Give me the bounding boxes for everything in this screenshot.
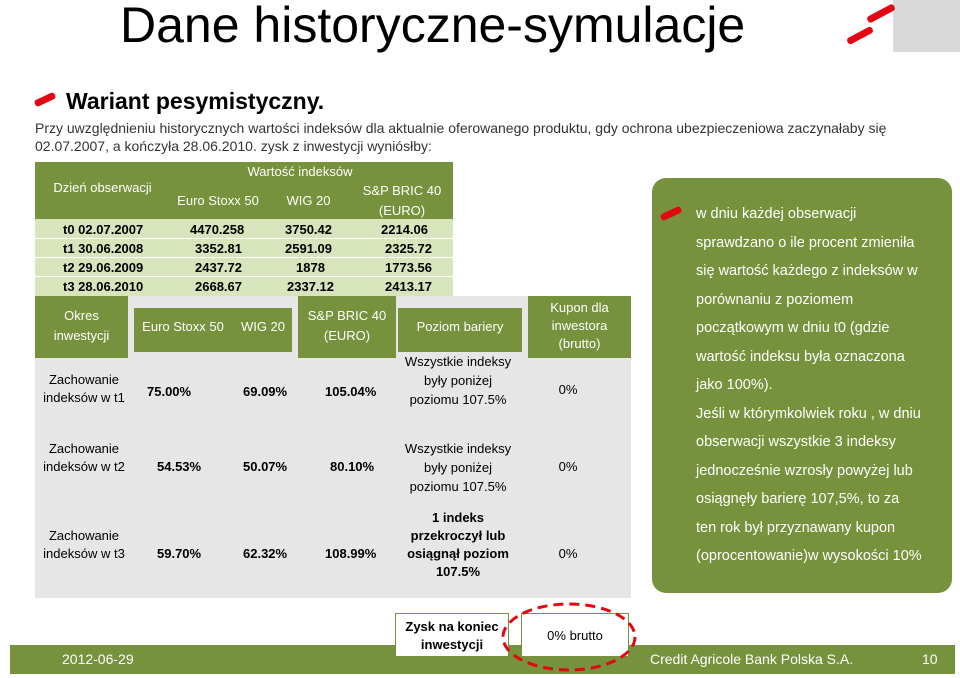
cell-value: 54.53% — [157, 459, 202, 474]
result-label-box — [395, 613, 509, 657]
section-heading: Wariant pesymistyczny. — [66, 88, 325, 114]
barrier-text: były poniżej — [424, 460, 492, 475]
footer-date: 2012-06-29 — [62, 651, 134, 667]
barrier-text: 1 indeks — [431, 510, 485, 525]
col-bric-sub: (EURO) — [378, 203, 426, 218]
h-bric: S&P BRIC 40 — [307, 308, 387, 323]
cell-value: 62.32% — [243, 546, 288, 561]
explanation-line: Jeśli w którymkolwiek roku , w dniu — [696, 405, 921, 422]
row-divider — [35, 257, 453, 258]
highlight-ellipse — [498, 600, 640, 674]
h-coupon-sub: (brutto) — [558, 336, 601, 351]
row-label: t0 02.07.2007 — [63, 222, 144, 237]
cell-value: 2214.06 — [381, 222, 428, 237]
col-wig20: WIG 20 — [286, 193, 331, 208]
intro-text: Przy uwzględnieniu historycznych wartości indeksów dla aktualnie oferowanego produktu, gdy ochrona ubezpieczeniowa zaczynałaby się 02.07.2007, a kończyła 28.06.2010. zysk z inwestycji wyniósłby: — [35, 120, 887, 154]
cell-value: 2413.17 — [385, 279, 432, 294]
page-title: Dane historyczne-symulacje — [120, 0, 746, 53]
barrier-text: 107.5% — [435, 564, 481, 579]
cell-value: 3750.42 — [285, 222, 332, 237]
explanation-line: wartość indeksu była oznaczona — [696, 348, 905, 365]
result-label: inwestycji — [420, 637, 484, 652]
row-label: t2 29.06.2009 — [63, 260, 144, 275]
barrier-text: poziomu 107.5% — [409, 392, 507, 407]
h-wig20: WIG 20 — [240, 319, 286, 334]
bullet-tick-icon — [34, 92, 57, 108]
coupon-value: 0% — [558, 546, 578, 561]
explanation-line: obserwacji wszystkie 3 indeksy — [696, 434, 896, 450]
footer-company: Credit Agricole Bank Polska S.A. — [650, 651, 854, 667]
col-bric: S&P BRIC 40 — [362, 183, 442, 198]
brand-tick-icon — [846, 26, 874, 45]
explanation-line: osiągnęły barierę 107,5%, to za — [696, 491, 900, 507]
barrier-text: Wszystkie indeksy — [404, 441, 512, 456]
simulation-table — [35, 296, 631, 598]
col-date: Dzień obserwacji — [53, 180, 152, 195]
barrier-text: przekroczył lub — [410, 528, 506, 543]
cell-value: 2437.72 — [195, 260, 242, 275]
cell-value: 2325.72 — [385, 241, 432, 256]
cell-value: 2591.09 — [285, 241, 332, 256]
row-divider — [35, 238, 453, 239]
h-coupon: Kupon dla — [550, 300, 609, 315]
row-label: t1 30.06.2008 — [63, 241, 144, 256]
explanation-line: się wartość każdego z indeksów w — [696, 263, 918, 279]
cell-value: 2668.67 — [195, 279, 242, 294]
barrier-text: były poniżej — [424, 373, 492, 388]
cell-value: 2337.12 — [287, 279, 334, 294]
cell-value: 50.07% — [243, 459, 288, 474]
cell-value: 1773.56 — [385, 260, 432, 275]
explanation-line: jednocześnie wzrosły powyżej lub — [696, 462, 913, 479]
result-label: Zysk na koniec — [405, 619, 499, 634]
footer-page-number: 10 — [922, 651, 938, 667]
brand-tick-icon — [866, 3, 896, 23]
explanation-text — [696, 200, 946, 571]
cell-value: 69.09% — [243, 384, 288, 399]
explanation-line: jako 100%). — [696, 377, 773, 393]
barrier-text: Wszystkie indeksy — [404, 354, 512, 369]
cell-value: 4470.258 — [190, 222, 245, 237]
cell-value: 59.70% — [157, 546, 202, 561]
coupon-value: 0% — [558, 459, 578, 474]
explanation-line: porównaniu z poziomem — [696, 291, 854, 308]
h-period: Okres — [64, 308, 99, 323]
h-eurostoxx: Euro Stoxx 50 — [142, 319, 224, 334]
cell-value: 108.99% — [325, 546, 377, 561]
cell-value: 1878 — [296, 260, 325, 275]
group-header: Wartość indeksów — [247, 164, 353, 179]
h-period-sub: inwestycji — [53, 328, 110, 343]
cell-value: 3352.81 — [195, 241, 242, 256]
row-divider — [35, 276, 453, 277]
row-label: indeksów w t1 — [43, 390, 125, 405]
index-values-table — [35, 162, 453, 296]
h-bric-sub: (EURO) — [323, 328, 371, 343]
explanation-line: (oprocentowanie)w wysokości 10% — [696, 548, 922, 564]
row-label: Zachowanie — [48, 528, 120, 543]
h-coupon-sub: inwestora — [551, 318, 608, 333]
result-value: 0% brutto — [547, 628, 603, 643]
col-eurostoxx: Euro Stoxx 50 — [177, 193, 259, 208]
explanation-line: ten rok był przyznawany kupon — [696, 519, 896, 536]
top-corner-bar — [893, 0, 960, 52]
row-label: Zachowanie — [48, 372, 120, 387]
barrier-text: poziomu 107.5% — [409, 479, 507, 494]
table-header — [35, 296, 128, 358]
cell-value: 105.04% — [325, 384, 377, 399]
cell-value: 75.00% — [147, 384, 192, 399]
row-label: t3 28.06.2010 — [63, 279, 144, 294]
barrier-text: osiągnął poziom — [407, 546, 509, 561]
explanation-line: początkowym w dniu t0 (gdzie — [696, 320, 890, 336]
coupon-value: 0% — [558, 382, 578, 397]
explanation-line: w dniu każdej obserwacji — [696, 206, 857, 222]
row-label: indeksów w t2 — [43, 459, 125, 474]
explanation-line: sprawdzano o ile procent zmieniła — [696, 234, 915, 251]
cell-value: 80.10% — [330, 459, 375, 474]
row-label: Zachowanie — [48, 441, 120, 456]
table-header — [298, 296, 396, 358]
h-barrier: Poziom bariery — [416, 319, 504, 334]
row-label: indeksów w t3 — [43, 546, 125, 561]
